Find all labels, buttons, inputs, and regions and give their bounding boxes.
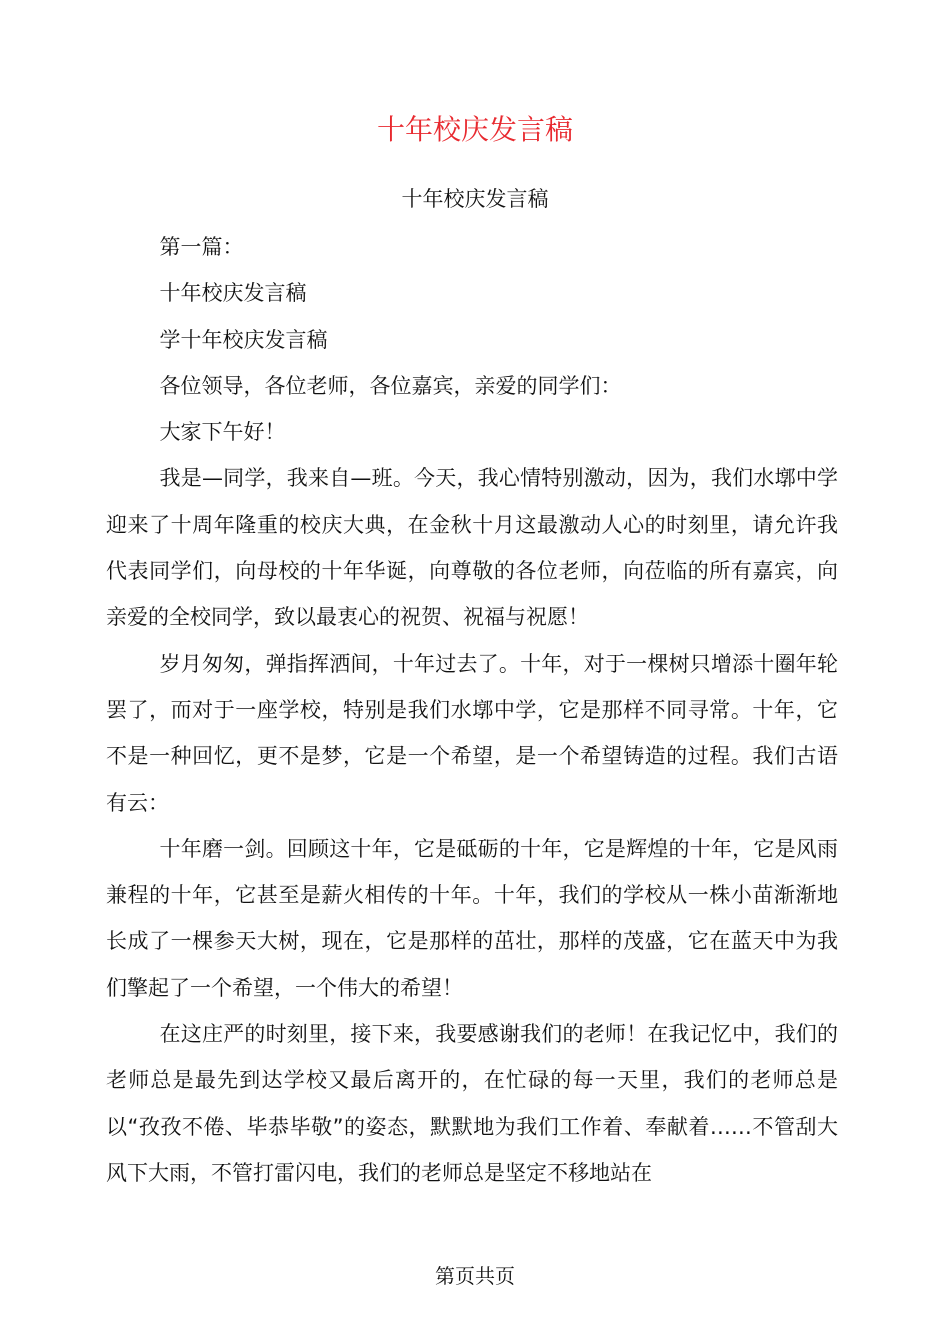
document-body bbox=[106, 224, 838, 1196]
document-subtitle: 十年校庆发言稿 bbox=[401, 187, 549, 211]
document-title: 十年校庆发言稿 bbox=[376, 113, 573, 146]
paragraph: 第一篇： bbox=[159, 235, 244, 259]
paragraph: 各位领导，各位老师，各位嘉宾，亲爱的同学们： bbox=[159, 373, 622, 398]
paragraph: 在这庄严的时刻里，接下来，我要感谢我们的老师！在我记忆中，我们的老师总是最先到达学校又最后离开的，在忙碌的每一天里，我们的老师总是以“孜孜不倦、毕恭毕敬”的姿态，默默地为我们工作着、奉献着……不管刮大风下大雨，不管打雷闪电，我们的老师总是坚定不移地站在 bbox=[106, 1022, 838, 1185]
paragraph: 学十年校庆发言稿 bbox=[159, 327, 328, 352]
paragraph: 十年校庆发言稿 bbox=[159, 281, 307, 306]
paragraph: 岁月匆匆，弹指挥洒间，十年过去了。十年，对于一棵树只增添十圈年轮罢了，而对于一座学校，特别是我们水墎中学，它是那样不同寻常。十年，它不是一种回忆，更不是梦，它是一个希望，是一个希望铸造的过程。我们古语有云： bbox=[106, 651, 838, 815]
paragraph: 十年磨一剑。回顾这十年，它是砥砺的十年，它是辉煌的十年，它是风雨兼程的十年，它甚至是薪火相传的十年。十年，我们的学校从一株小苗渐渐地长成了一棵参天大树，现在，它是那样的茁壮，那样的茂盛，它在蓝天中为我们擎起了一个希望，一个伟大的希望！ bbox=[106, 836, 838, 1000]
paragraph: 我是—同学，我来自—班。今天，我心情特别激动，因为，我们水墎中学迎来了十周年隆重的校庆大典，在金秋十月这最激动人心的时刻里，请允许我代表同学们，向母校的十年华诞，向尊敬的各位老师，向莅临的所有嘉宾，向亲爱的全校同学，致以最衷心的祝贺、祝福与祝愿！ bbox=[106, 466, 838, 630]
paragraph: 大家下午好！ bbox=[159, 420, 286, 445]
page-footer: 第页共页 bbox=[435, 1264, 515, 1288]
